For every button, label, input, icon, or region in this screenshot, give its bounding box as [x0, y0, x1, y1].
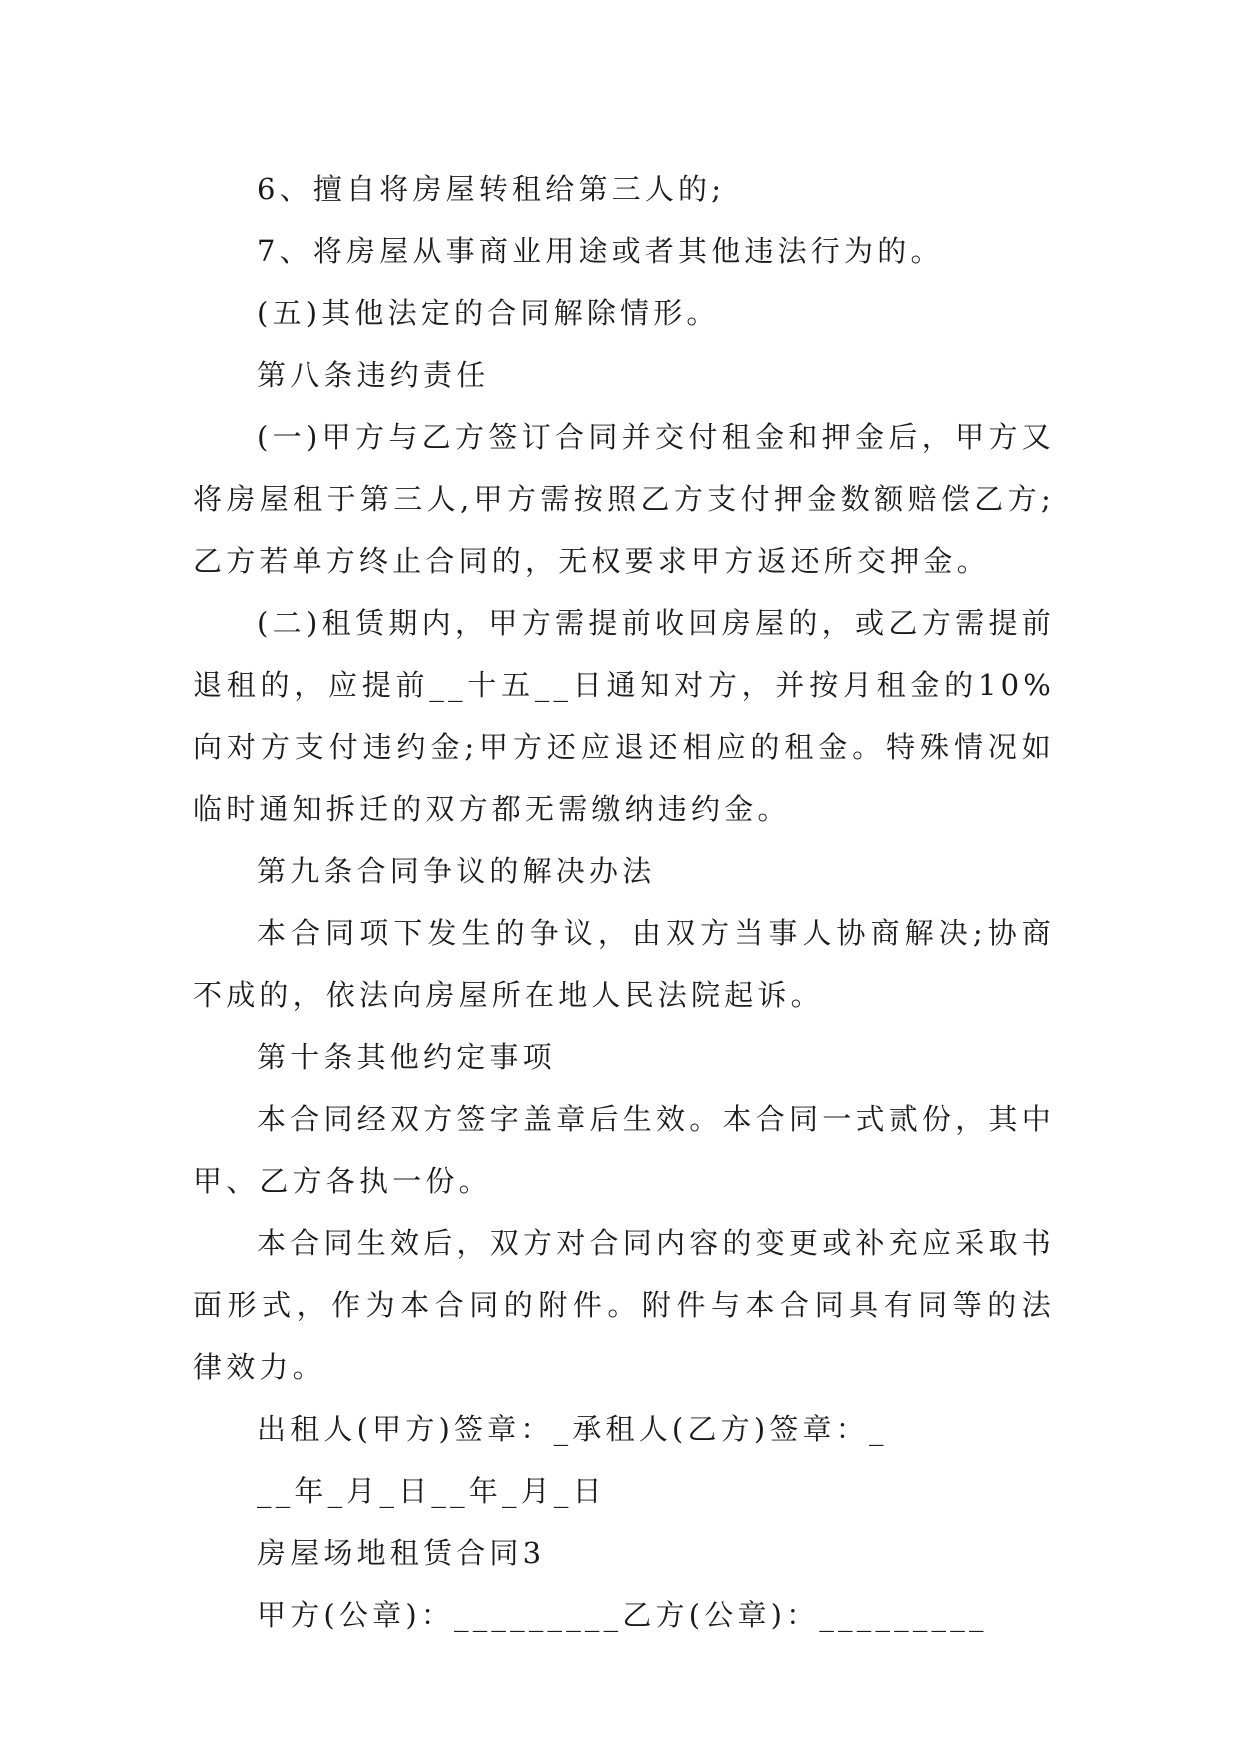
- date-line: __年_月_日__年_月_日: [257, 1474, 606, 1508]
- paragraph-dispute-resolution: 本合同项下发生的争议，由双方当事人协商解决;协商不成的，依法向房屋所在地人民法院起诉。: [193, 916, 1055, 1012]
- paragraph-clause-6: 6、擅自将房屋转租给第三人的;: [257, 172, 726, 206]
- party-seal-line: 甲方(公章)：_________乙方(公章)：_________: [257, 1598, 988, 1632]
- paragraph-breach-2: (二)租赁期内，甲方需提前收回房屋的，或乙方需提前退租的，应提前__十五__日通知对方，并按月租金的10%向对方支付违约金;甲方还应退还相应的租金。特殊情况如临时通知拆迁的双方都无需缴纳违约金。: [193, 606, 1055, 826]
- paragraph-other-termination: (五)其他法定的合同解除情形。: [257, 296, 720, 330]
- paragraph-clause-7: 7、将房屋从事商业用途或者其他违法行为的。: [257, 234, 944, 268]
- document-body: [193, 158, 1055, 1646]
- paragraph-breach-1: (一)甲方与乙方签订合同并交付租金和押金后，甲方又将房屋租于第三人,甲方需按照乙方支付押金数额赔偿乙方;乙方若单方终止合同的，无权要求甲方返还所交押金。: [193, 420, 1055, 578]
- section-title: 房屋场地租赁合同3: [257, 1536, 546, 1570]
- signature-line: 出租人(甲方)签章：_承租人(乙方)签章：_: [257, 1412, 888, 1446]
- heading-article-10: 第十条其他约定事项: [257, 1040, 556, 1074]
- paragraph-effectiveness: 本合同经双方签字盖章后生效。本合同一式贰份，其中甲、乙方各执一份。: [193, 1102, 1055, 1198]
- heading-article-9: 第九条合同争议的解决办法: [257, 854, 656, 888]
- paragraph-amendments: 本合同生效后，双方对合同内容的变更或补充应采取书面形式，作为本合同的附件。附件与本合同具有同等的法律效力。: [193, 1226, 1055, 1384]
- heading-article-8: 第八条违约责任: [257, 358, 490, 392]
